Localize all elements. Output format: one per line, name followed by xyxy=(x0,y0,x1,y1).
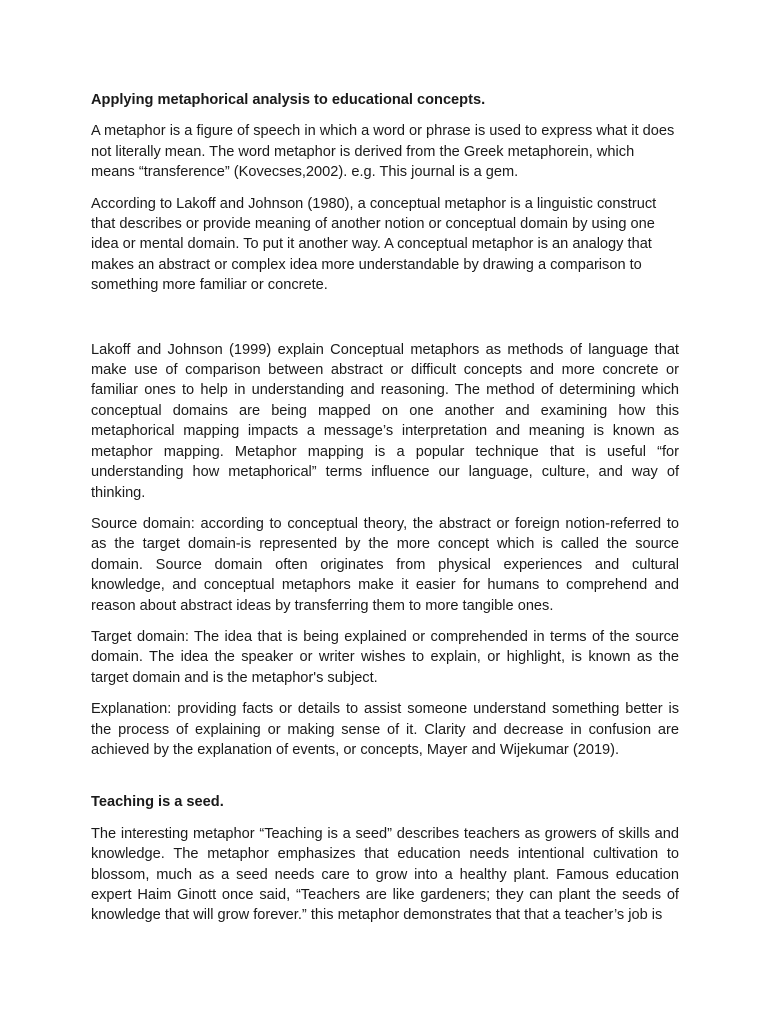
section-heading-teaching-seed: Teaching is a seed. xyxy=(91,794,224,811)
paragraph-metaphor-mapping: Lakoff and Johnson (1999) explain Conceptual metaphors as methods of language that make use of comparison between abstract or difficult concepts and more concrete or familiar ones to help in understanding and reasoning. The method of determining which conceptual domains are being mapped on one another and examining how this metaphorical mapping impacts a message’s interpretation and meaning is known as metaphor mapping. Metaphor mapping is a popular technique that is useful “for understanding how metaphorical” terms influence our language, culture, and way of thinking. xyxy=(91,341,679,501)
section-heading-metaphorical-analysis: Applying metaphorical analysis to educational concepts. xyxy=(91,92,486,108)
paragraph-explanation: Explanation: providing facts or details to assist someone understand something better is the process of explaining or making sense of it. Clarity and decrease in confusion are achieved by the explanation of events, or concepts, Mayer and Wijekumar (2019). xyxy=(91,701,679,758)
paragraph-conceptual-metaphor: According to Lakoff and Johnson (1980), a conceptual metaphor is a linguistic construct that describes or provide meaning of another notion or conceptual domain by using one idea or mental domain. To put it another way. A conceptual metaphor is an analogy that makes an abstract or complex idea more understandable by drawing a comparison to something more familiar or concrete. xyxy=(91,195,657,294)
paragraph-target-domain: Target domain: The idea that is being explained or comprehended in terms of the source domain. The idea the speaker or writer wishes to explain, or highlight, is known as the target domain and is the metaphor's subject. xyxy=(91,628,679,686)
paragraph-teaching-seed: The interesting metaphor “Teaching is a seed” describes teachers as growers of skills and knowledge. The metaphor emphasizes that education needs intentional cultivation to blossom, much as a seed needs care to grow into a healthy plant. Famous education expert Haim Ginott once said, “Teachers are like gardeners; they can plant the seeds of knowledge that will grow forever.” this metaphor demonstrates that that a teacher’s job is xyxy=(91,825,679,924)
paragraph-metaphor-definition: A metaphor is a figure of speech in which a word or phrase is used to express what it does not literally mean. The word metaphor is derived from the Greek metaphorein, which means “transference” (Kovecses,2002). e.g. This journal is a gem. xyxy=(91,123,675,181)
paragraph-source-domain: Source domain: according to conceptual theory, the abstract or foreign notion-referred to as the target domain-is represented by the more concept which is called the source domain. Source domain often originates from physical experiences and cultural knowledge, and conceptual metaphors make it easier for humans to comprehend and reason about abstract ideas by transferring them to more tangible ones. xyxy=(91,515,679,614)
document-body xyxy=(91,90,679,926)
